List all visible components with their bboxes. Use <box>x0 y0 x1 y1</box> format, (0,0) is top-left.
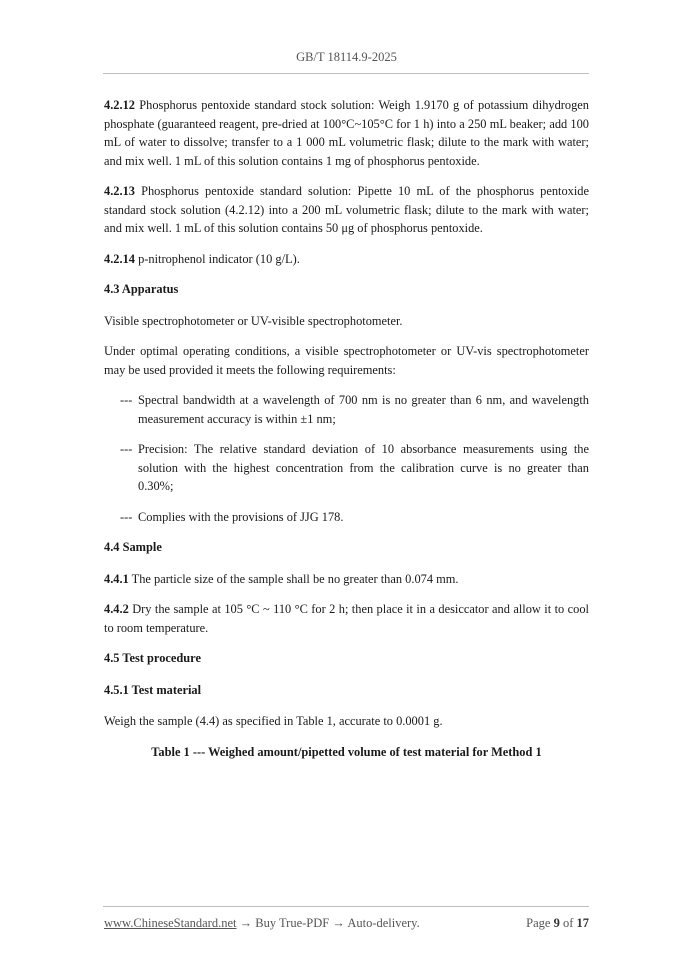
requirement-text: Precision: The relative standard deviation of 10 absorbance measurements using the solution with the highest concentration from the calibration curve is no greater than 0.30%; <box>138 442 589 493</box>
apparatus-paragraph-1: Visible spectrophotometer or UV-visible spectrophotometer. <box>104 313 403 328</box>
test-material-paragraph: Weigh the sample (4.4) as specified in Table 1, accurate to 0.0001 g. <box>104 714 443 728</box>
subsection-heading-test-material: 4.5.1 Test material <box>104 682 202 697</box>
clause-number: 4.4.2 <box>104 602 129 616</box>
section-heading-apparatus: 4.3 Apparatus <box>104 282 179 296</box>
clause-4-4-1 <box>104 570 589 589</box>
requirement-text: Complies with the provisions of JJG 178. <box>138 509 344 524</box>
dash-marker: --- <box>120 509 133 524</box>
apparatus-paragraph-2: Under optimal operating conditions, a visible spectrophotometer or UV-vis spectrophotometer may be used provided it meets the following requirements: <box>104 344 589 377</box>
site-link[interactable]: www.ChineseStandard.net <box>104 916 237 930</box>
clause-text: p-nitrophenol indicator (10 g/L). <box>134 251 300 266</box>
dash-marker: --- <box>120 393 133 407</box>
buy-link[interactable]: Buy True-PDF <box>255 916 330 930</box>
clause-4-4-2 <box>104 600 589 637</box>
clause-4-2-13 <box>104 182 589 238</box>
requirement-text: Spectral bandwidth at a wavelength of 700 nm is no greater than 6 nm, and wavelength measurement accuracy is within ±1 nm; <box>138 393 589 426</box>
page-body <box>104 96 589 761</box>
section-heading-sample: 4.4 Sample <box>104 540 162 554</box>
arrow-icon: → <box>329 916 348 930</box>
section-heading-test-procedure: 4.5 Test procedure <box>104 651 201 665</box>
footer-divider <box>103 906 589 907</box>
of-label: of <box>559 916 577 930</box>
requirement-item <box>104 440 589 496</box>
clause-text: The particle size of the sample shall be no greater than 0.074 mm. <box>128 571 459 586</box>
clause-text: Phosphorus pentoxide standard solution: Pipette 10 mL of the phosphorus pentoxide standard stock solution (4.2.12) into a 200 mL volumetric flask; dilute to the mark with water; and mix well. 1 mL of this solution contains 50 μg of phosphorus pentoxide. <box>104 184 589 235</box>
clause-4-2-14 <box>104 250 589 269</box>
delivery-text: Auto-delivery. <box>347 916 420 930</box>
clause-number: 4.2.14 <box>104 251 135 266</box>
dash-marker: --- <box>120 442 133 456</box>
current-page: 9 <box>553 916 560 930</box>
clause-number: 4.2.13 <box>104 184 135 198</box>
clause-text: Dry the sample at 105 °C ~ 110 °C for 2 h; then place it in a desiccator and allow it to cool to room temperature. <box>104 602 589 635</box>
page-label: Page <box>526 916 554 930</box>
clause-text: Phosphorus pentoxide standard stock solution: Weigh 1.9170 g of potassium dihydrogen phosphate (guaranteed reagent, pre-dried at 100°C~105°C for 1 h) into a 250 mL beaker; add 100 mL of water to dissolve; transfer to a 1 000 mL volumetric flask; dilute to the mark with water; and mix well. 1 mL of this solution contains 1 mg of phosphorus pentoxide. <box>104 98 589 168</box>
requirement-item <box>104 391 589 428</box>
footer-promo <box>104 916 420 931</box>
total-pages: 17 <box>576 916 589 930</box>
clause-4-2-12 <box>104 96 589 170</box>
clause-number: 4.4.1 <box>104 571 129 586</box>
table-caption: Table 1 --- Weighed amount/pipetted volume of test material for Method 1 <box>151 744 542 759</box>
requirement-item <box>104 508 589 527</box>
page-header: GB/T 18114.9-2025 <box>296 50 397 64</box>
page-number <box>526 916 589 931</box>
clause-number: 4.2.12 <box>104 98 135 112</box>
header-divider <box>103 73 589 74</box>
arrow-icon: → <box>236 916 256 930</box>
